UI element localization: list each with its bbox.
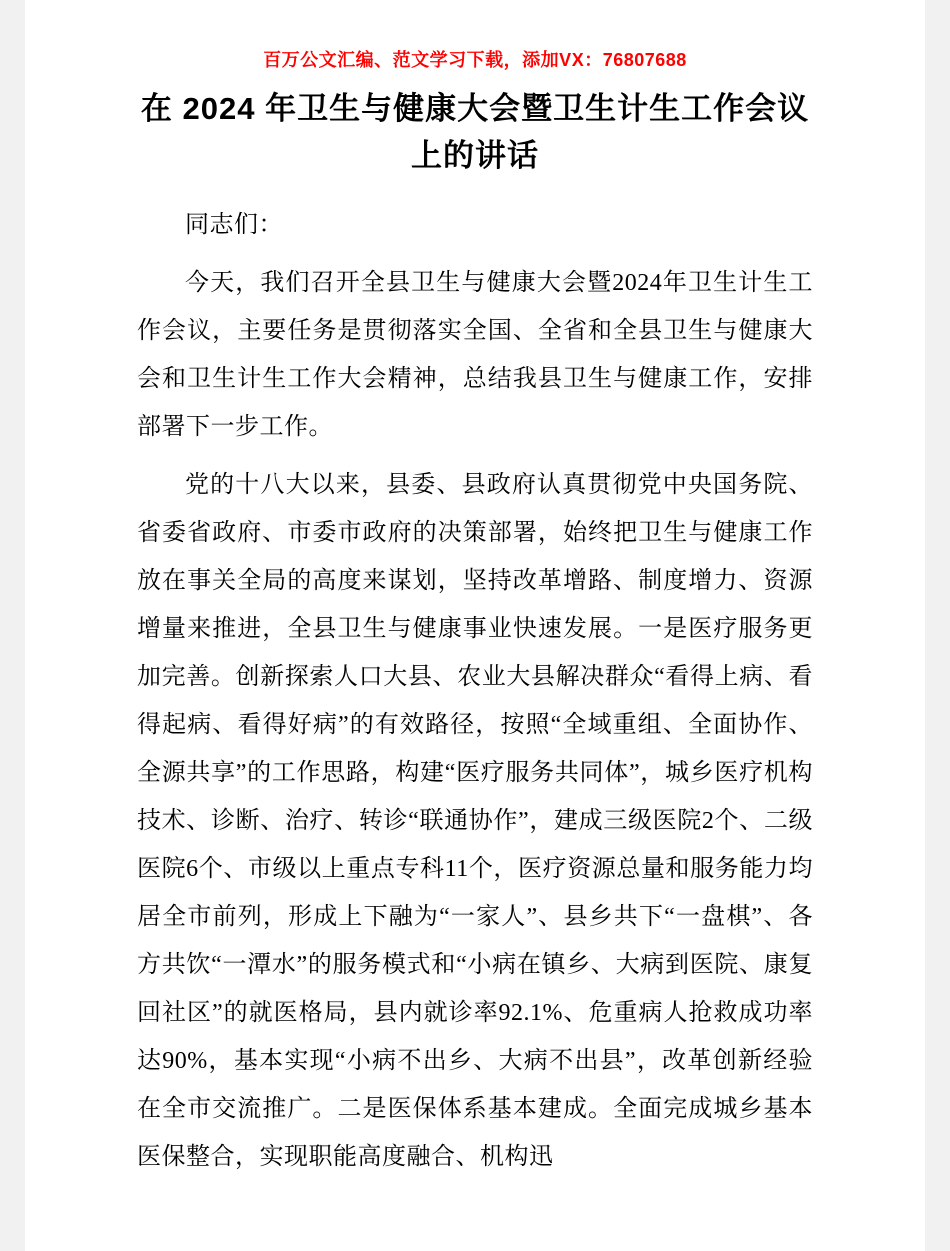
paragraph-intro: 今天，我们召开全县卫生与健康大会暨2024年卫生计生工作会议，主要任务是贯彻落实全国、全省和全县卫生与健康大会和卫生计生工作大会精神，总结我县卫生与健康工作，安排部署下一步工作。 [137,270,813,440]
document-page [25,0,925,1251]
paragraph-achievements: 党的十八大以来，县委、县政府认真贯彻党中央国务院、省委省政府、市委市政府的决策部署，始终把卫生与健康工作放在事关全局的高度来谋划，坚持改革增路、制度增力、资源增量来推进，全县卫生与健康事业快速发展。一是医疗服务更加完善。创新探索人口大县、农业大县解决群众“看得上病、看得起病、看得好病”的有效路径，按照“全域重组、全面协作、全源共享”的工作思路，构建“医疗服务共同体”，城乡医疗机构技术、诊断、治疗、转诊“联通协作”，建成三级医院2个、二级医院6个、市级以上重点专科11个，医疗资源总量和服务能力均居全市前列，形成上下融为“一家人”、县乡共下“一盘棋”、各方共饮“一潭水”的服务模式和“小病在镇乡、大病到医院、康复回社区”的就医格局，县内就诊率92.1%、危重病人抢救成功率达90%，基本实现“小病不出乡、大病不出县”，改革创新经验在全市交流推广。二是医保体系基本建成。全面完成城乡基本医保整合，实现职能高度融合、机构迅 [137,472,813,1170]
document-title: 在 2024 年卫生与健康大会暨卫生计生工作会议上的讲话 [140,91,810,173]
paragraph-greeting: 同志们： [185,212,283,238]
promo-banner: 百万公文汇编、范文学习下载，添加VX：76807688 [263,50,687,70]
document-body [137,201,813,1181]
